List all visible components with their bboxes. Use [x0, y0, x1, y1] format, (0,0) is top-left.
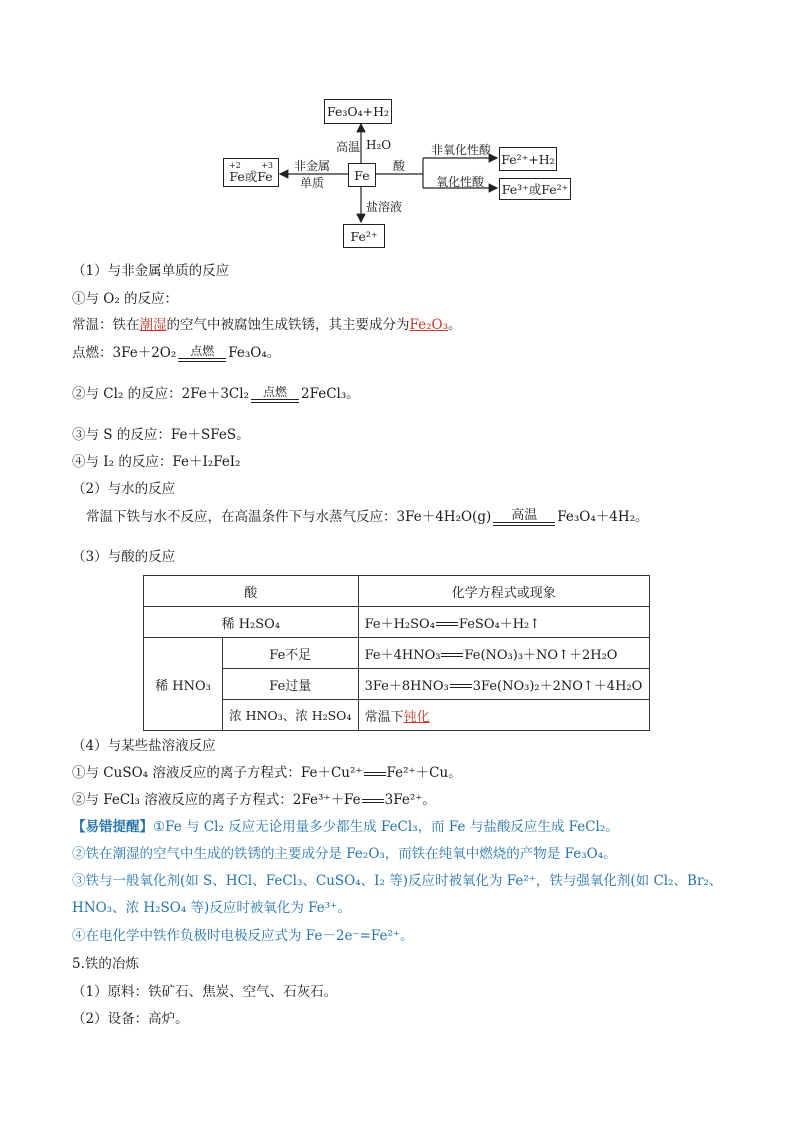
- water-reactants: 常温下铁与水不反应，在高温条件下与水蒸气反应：3Fe＋4H₂O(g): [86, 509, 492, 525]
- table-row: [144, 607, 650, 638]
- table-row: [144, 638, 650, 669]
- ignite-products: Fe₃O₄。: [228, 345, 281, 361]
- keyword-humid: 潮湿: [139, 317, 167, 333]
- tip-line-3a: ③铁与一般氧化剂(如 S、HCl、FeCl₃、CuSO₄、I₂ 等)反应时被氧化为 Fe²⁺，铁与强氧化剂(如 Cl₂、Br₂、: [72, 873, 723, 889]
- equal-sign: [364, 772, 386, 776]
- o2-reaction-title: ①与 O₂ 的反应：: [72, 291, 179, 307]
- header-equation: 化学方程式或现象: [358, 576, 649, 607]
- valence-plus2: +2: [229, 160, 241, 170]
- eq-right: Fe(NO₃)₃＋NO↑＋2H₂O: [464, 647, 618, 663]
- cell-hno3-equation-2: [358, 669, 649, 700]
- label-element: 单质: [300, 176, 325, 190]
- label-non-oxidizing-acid: 非氧化性酸: [431, 143, 492, 157]
- smelting-equipment: （2）设备：高炉。: [72, 1011, 189, 1027]
- cell-passivation: [358, 700, 649, 731]
- section4-heading: （4）与某些盐溶液反应: [72, 738, 216, 754]
- cell-dilute-h2so4: 稀 H₂SO₄: [144, 607, 359, 638]
- cell-concentrated-acids: 浓 HNO₃、浓 H₂SO₄: [223, 700, 359, 731]
- i2-reaction-line: ④与 I₂ 的反应：Fe＋I₂FeI₂: [72, 454, 241, 470]
- equal-sign: [441, 653, 463, 657]
- eq-left: Fe＋4HNO₃: [364, 647, 441, 663]
- fe-valence-text: Fe或Fe: [229, 168, 273, 184]
- cuso4-reactants: ①与 CuSO₄ 溶液反应的离子方程式：Fe＋Cu²⁺: [72, 765, 363, 781]
- ignite-equation: [72, 340, 280, 366]
- label-nonmetal: 非金属: [294, 159, 331, 173]
- cell-h2so4-equation: [358, 607, 649, 638]
- section1-heading: （1）与非金属单质的反应: [72, 263, 230, 279]
- product-fe2-h2-text: Fe²⁺+H₂: [501, 151, 555, 167]
- tip-line-2: ②铁在潮湿的空气中生成的铁锈的主要成分是 Fe₂O₃，而铁在纯氧中燃烧的产物是 Fe₃O₄。: [72, 846, 617, 862]
- fecl3-reactants: ②与 FeCl₃ 溶液反应的离子方程式：2Fe³⁺＋Fe: [72, 792, 361, 808]
- fe-valence-box: [223, 158, 279, 187]
- acid-reaction-table: [143, 575, 650, 731]
- eq-right: FeSO₄＋H₂↑: [458, 616, 541, 632]
- tip-line-4: ④在电化学中铁作负极时电极反应式为 Fe－2e⁻=Fe²⁺。: [72, 928, 414, 944]
- fecl3-ion-equation: [72, 791, 436, 809]
- water-reaction-line: [86, 503, 649, 531]
- product-fe3-or-fe2-text: Fe³⁺或Fe²⁺: [501, 182, 569, 197]
- label-salt-solution: 盐溶液: [366, 200, 403, 214]
- product-fe2-h2-box: [499, 147, 557, 171]
- cuso4-ion-equation: [72, 764, 462, 782]
- cl2-products: 2FeCl₃。: [301, 386, 360, 402]
- center-fe-box: [348, 163, 376, 187]
- eq-right: 3Fe(NO₃)₂＋2NO↑＋4H₂O: [472, 678, 643, 694]
- cell-hno3-equation-1: [358, 638, 649, 669]
- water-condition: 高温: [511, 508, 538, 523]
- diagram-arrows: [0, 0, 794, 260]
- label-high-temp: 高温: [336, 140, 361, 154]
- s-reaction-line: ③与 S 的反应：Fe＋SFeS。: [72, 427, 250, 443]
- product-fe3-or-fe2-box: [499, 178, 571, 200]
- tip-line-3b: HNO₃、浓 H₂SO₄ 等)反应时被氧化为 Fe³⁺。: [72, 900, 351, 916]
- valence-plus3: +3: [261, 160, 273, 170]
- cl2-reactants: ②与 Cl₂ 的反应：2Fe＋3Cl₂: [72, 386, 249, 402]
- section5-heading: 5.铁的冶炼: [72, 956, 139, 972]
- equal-sign: [178, 358, 226, 362]
- product-fe3o4-h2-text: Fe₃O₄+H₂: [326, 104, 390, 119]
- fecl3-products: 3Fe²⁺。: [384, 792, 436, 808]
- keyword-passivation: 钝化: [403, 709, 430, 725]
- tip-line-1: [72, 818, 619, 836]
- equal-sign: [251, 399, 299, 403]
- label-oxidizing-acid: 氧化性酸: [436, 175, 485, 189]
- cell-fe-excess: Fe过量: [223, 669, 359, 700]
- cuso4-products: Fe²⁺＋Cu。: [386, 765, 462, 781]
- passivation-prefix: 常温下: [364, 709, 404, 725]
- equal-sign: [493, 522, 555, 526]
- cl2-condition: 点燃: [262, 385, 287, 399]
- smelting-raw-materials: （1）原料：铁矿石、焦炭、空气、石灰石。: [72, 984, 338, 1000]
- room-mid: 的空气中被腐蚀生成铁锈，其主要成分为: [166, 317, 410, 333]
- cl2-equation: [72, 381, 360, 407]
- ignite-condition: 点燃: [190, 344, 215, 358]
- label-acid: 酸: [393, 159, 406, 173]
- eq-left: Fe＋H₂SO₄: [364, 616, 435, 632]
- product-fe2-text: Fe²⁺: [350, 228, 378, 244]
- ignite-condition-arrow: [178, 345, 226, 362]
- cell-dilute-hno3: 稀 HNO₃: [144, 638, 223, 731]
- room-temp-line: [72, 316, 462, 334]
- eq-left: 3Fe＋8HNO₃: [364, 678, 449, 694]
- table-header-row: [144, 576, 650, 607]
- equal-sign: [436, 622, 458, 626]
- cell-fe-insufficient: Fe不足: [223, 638, 359, 669]
- center-fe-text: Fe: [354, 167, 370, 183]
- equal-sign: [362, 799, 384, 803]
- keyword-fe2o3: Fe₂O₃: [409, 317, 449, 333]
- product-fe3o4-h2-box: [324, 99, 392, 124]
- water-products: Fe₃O₄＋4H₂。: [557, 509, 649, 525]
- ignite-reactants: 点燃：3Fe＋2O₂: [72, 345, 177, 361]
- tip-1: ①Fe 与 Cl₂ 反应无论用量多少都生成 FeCl₃，而 Fe 与盐酸反应生成 FeCl₂。: [153, 819, 619, 835]
- room-end: 。: [448, 317, 462, 333]
- product-fe2-box: [343, 224, 385, 248]
- room-prefix: 常温：铁在: [72, 317, 140, 333]
- cl2-condition-arrow: [251, 386, 299, 403]
- water-condition-arrow: [493, 509, 555, 526]
- tips-label: 【易错提醒】: [72, 819, 153, 835]
- label-h2o: H₂O: [366, 138, 392, 152]
- header-acid: 酸: [144, 576, 359, 607]
- section3-heading: （3）与酸的反应: [72, 549, 176, 565]
- equal-sign: [450, 684, 472, 688]
- section2-heading: （2）与水的反应: [72, 481, 176, 497]
